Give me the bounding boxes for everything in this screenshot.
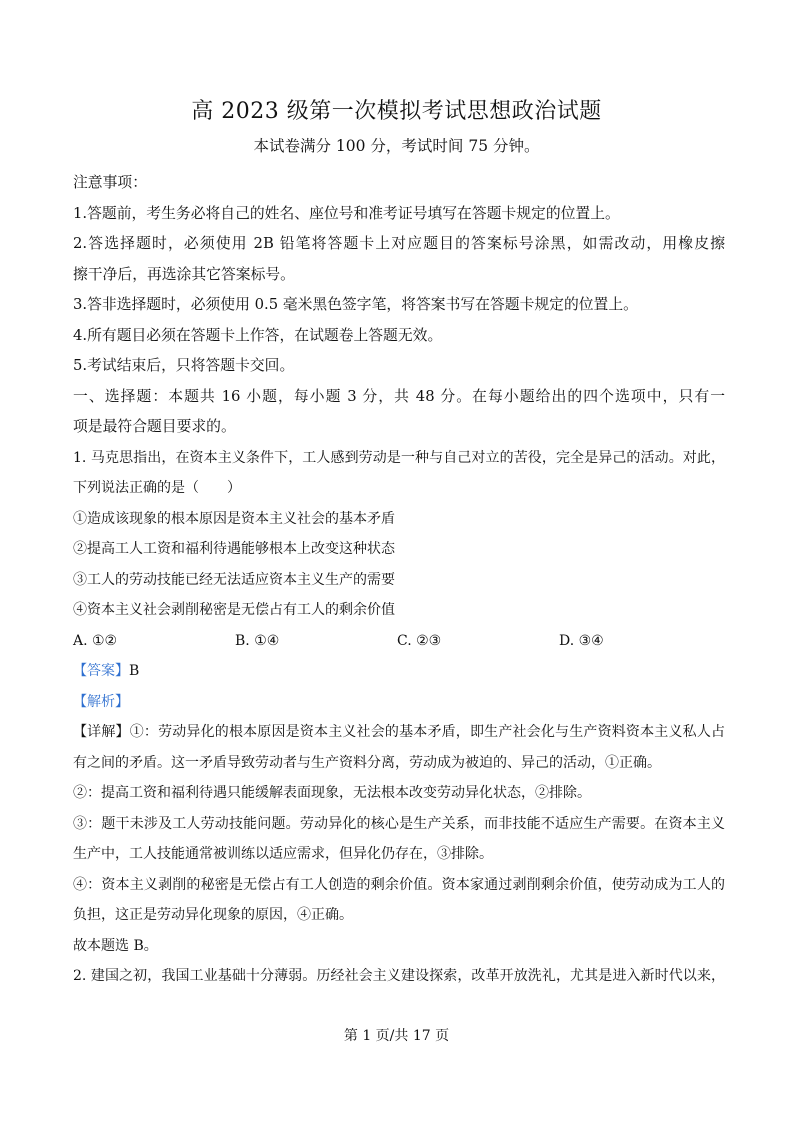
conclusion: 故本题选 B。: [73, 937, 158, 954]
page-content: [73, 168, 725, 992]
notice-item: 2.答选择题时，必须使用 2B 铅笔将答题卡上对应题目的答案标号涂黑，如需改动，用橡皮擦: [73, 235, 725, 252]
question-stem: 下列说法正确的是（ ）: [73, 480, 241, 496]
detail-line: 【详解】①：劳动异化的根本原因是资本主义社会的基本矛盾，即生产社会化与生产资料资本主义私人占: [73, 724, 725, 740]
notice-item: 1.答题前，考生务必将自己的姓名、座位号和准考证号填写在答题卡规定的位置上。: [73, 204, 620, 222]
question-stem: 1. 马克思指出，在资本主义条件下，工人感到劳动是一种与自己对立的苦役，完全是异己的活动。对此，: [73, 449, 725, 466]
detail-line: ③：题干未涉及工人劳动技能问题。劳动异化的核心是生产关系，而非技能不适应生产需要。在资本主义: [73, 815, 725, 832]
statement-item: ②提高工人工资和福利待遇能够根本上改变这种状态: [73, 541, 395, 557]
option-b: B. ①④: [235, 632, 280, 649]
question-stem: 2. 建国之初，我国工业基础十分薄弱。历经社会主义建设探索，改革开放洗礼，尤其是进入新时代以来，: [73, 968, 725, 984]
notice-item: 4.所有题目必须在答题卡上作答，在试题卷上答题无效。: [73, 326, 443, 344]
detail-line: 有之间的矛盾。这一矛盾导致劳动者与生产资料分离，劳动成为被迫的、异己的活动，①正确。: [73, 754, 661, 771]
notice-item: 擦干净后，再选涂其它答案标号。: [73, 265, 295, 283]
answer-line: [73, 656, 725, 687]
section-intro: 一、选择题：本题共 16 小题，每小题 3 分，共 48 分。在每小题给出的四个选项中，只有一: [73, 387, 725, 405]
detail-line: 负担，这正是劳动异化现象的原因，④正确。: [73, 907, 353, 923]
detail-line: 生产中，工人技能通常被训练以适应需求，但异化仍存在，③排除。: [73, 846, 493, 862]
detail-line: ④：资本主义剥削的秘密是无偿占有工人创造的剩余价值。资本家通过剥削剩余价值，使劳动成为工人的: [73, 876, 725, 893]
answer-value: B: [129, 663, 140, 679]
answer-tag: 【答案】: [73, 663, 129, 679]
option-c: C. ②③: [397, 632, 442, 649]
statement-item: ①造成该现象的根本原因是资本主义社会的基本矛盾: [73, 510, 395, 527]
option-d: D. ③④: [559, 632, 604, 649]
notice-item: 3.答非选择题时，必须使用 0.5 毫米黑色签字笔，将答案书写在答题卡规定的位置上。: [73, 296, 638, 313]
page-number: 第 1 页/共 17 页: [343, 1028, 450, 1044]
page-title: 高 2023 级第一次模拟考试思想政治试题: [191, 99, 602, 124]
statement-item: ④资本主义社会剥削秘密是无偿占有工人的剩余价值: [73, 602, 395, 618]
analysis-tag: 【解析】: [73, 693, 129, 710]
answer-options: [73, 626, 725, 657]
section-intro: 项是最符合题目要求的。: [73, 418, 236, 435]
detail-line: ②：提高工资和福利待遇只能缓解表面现象，无法根本改变劳动异化状态，②排除。: [73, 785, 591, 801]
statement-item: ③工人的劳动技能已经无法适应资本主义生产的需要: [73, 571, 395, 588]
exam-info: 本试卷满分 100 分，考试时间 75 分钟。: [253, 137, 540, 155]
notice-item: 5.考试结束后，只将答题卡交回。: [73, 357, 295, 374]
option-a: A. ①②: [73, 632, 118, 649]
notice-heading: 注意事项：: [73, 174, 147, 191]
